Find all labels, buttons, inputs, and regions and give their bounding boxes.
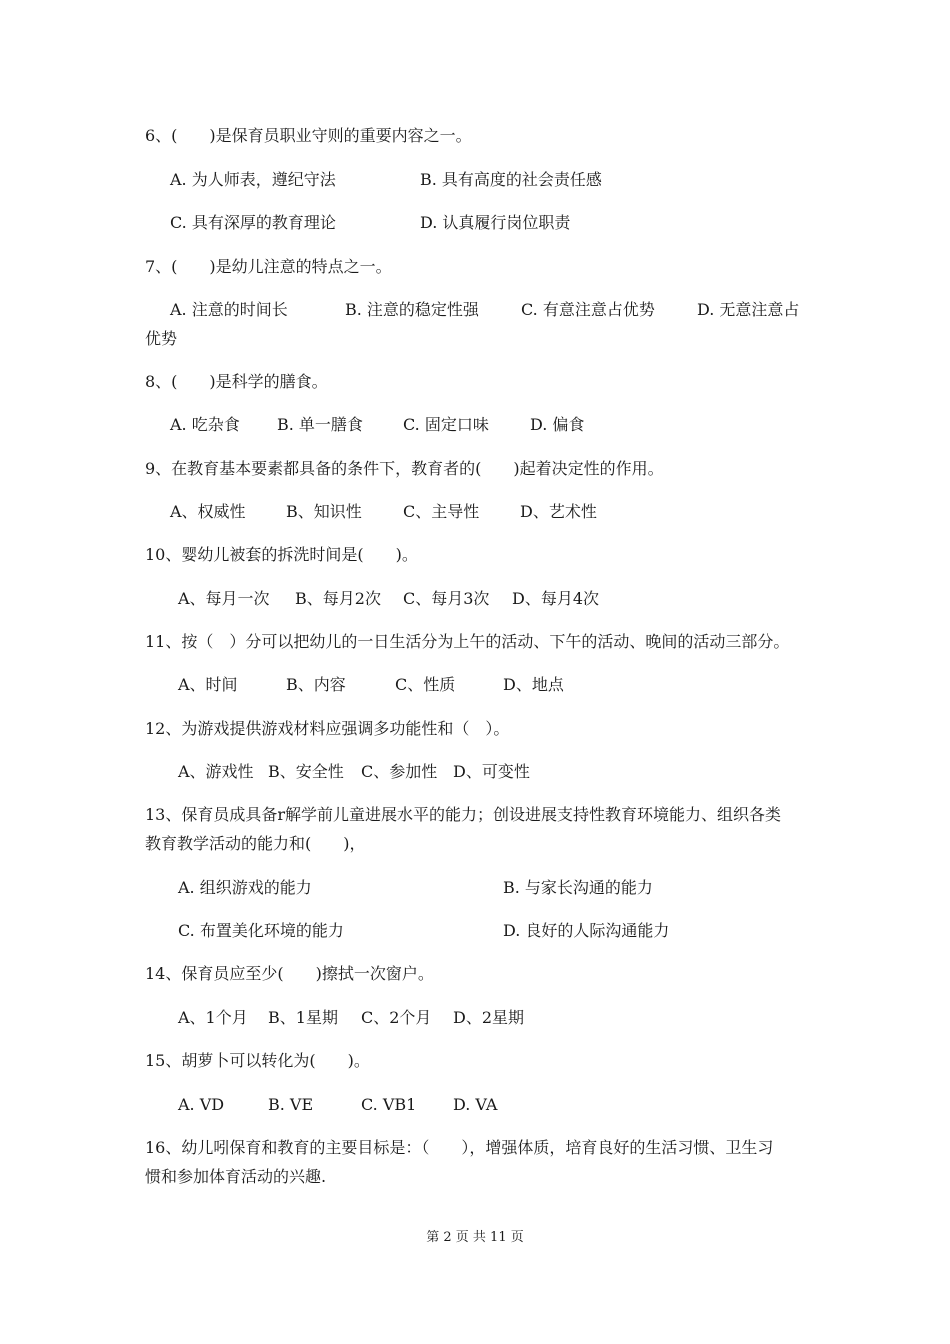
question-15-option-c: C. VB1: [361, 1095, 417, 1114]
question-10-option-a: A、每月一次: [178, 589, 270, 608]
question-11-option-c: C、性质: [395, 675, 456, 694]
question-8-option-d: D. 偏食: [530, 415, 585, 434]
question-6-option-c: C. 具有深厚的教育理论: [170, 213, 336, 232]
question-6-option-b: B. 具有高度的社会责任感: [420, 170, 602, 189]
question-12-option-a: A、游戏性: [178, 762, 254, 781]
question-7-stem: 7、( )是幼儿注意的特点之一。: [145, 257, 392, 276]
question-16-stem: 16、幼儿吲保育和教育的主要目标是：（ ），增强体质，培育良好的生活习惯、卫生习: [145, 1138, 774, 1157]
question-13-option-a: A. 组织游戏的能力: [178, 878, 312, 897]
question-14-option-a: A、1个月: [178, 1008, 248, 1027]
question-12-option-d: D、可变性: [453, 762, 530, 781]
question-7-option-a: A. 注意的时间长: [170, 300, 288, 319]
question-12-option-c: C、参加性: [361, 762, 438, 781]
question-8-stem: 8、( )是科学的膳食。: [145, 372, 328, 391]
question-14-option-b: B、1星期: [268, 1008, 338, 1027]
question-15-option-d: D. VA: [453, 1095, 498, 1114]
question-13-option-b: B. 与家长沟通的能力: [503, 878, 653, 897]
question-10-option-d: D、每月4次: [512, 589, 600, 608]
question-14-stem: 14、保育员应至少( )擦拭一次窗户。: [145, 964, 434, 983]
question-6-option-d: D. 认真履行岗位职责: [420, 213, 571, 232]
question-6-stem: 6、( )是保育员职业守则的重要内容之一。: [145, 126, 472, 145]
question-8-option-b: B. 单一膳食: [277, 415, 363, 434]
question-15-stem: 15、胡萝卜可以转化为( )。: [145, 1051, 370, 1070]
question-11-option-a: A、时间: [178, 675, 238, 694]
question-11-option-b: B、内容: [286, 675, 346, 694]
question-16-stem-line-2: 惯和参加体育活动的兴趣.: [145, 1167, 327, 1186]
question-13-option-d: D. 良好的人际沟通能力: [503, 921, 670, 940]
question-11-option-d: D、地点: [503, 675, 564, 694]
question-7-option-b: B. 注意的稳定性强: [345, 300, 479, 319]
question-9-option-b: B、知识性: [286, 502, 362, 521]
question-13-stem-line-2: 教育教学活动的能力和( )，: [145, 834, 366, 853]
question-9-option-c: C、主导性: [403, 502, 480, 521]
question-9-option-d: D、艺术性: [520, 502, 597, 521]
question-9-stem: 9、在教育基本要素都具备的条件下，教育者的( )起着决定性的作用。: [145, 459, 664, 478]
question-15-option-b: B. VE: [268, 1095, 314, 1114]
question-13-stem: 13、保育员成具备r解学前儿童进展水平的能力；创设进展支持性教育环境能力、组织各类: [145, 805, 782, 824]
question-12-option-b: B、安全性: [268, 762, 344, 781]
question-13-option-c: C. 布置美化环境的能力: [178, 921, 344, 940]
question-7-option-d: D. 无意注意占: [697, 300, 800, 319]
question-10-option-c: C、每月3次: [403, 589, 490, 608]
question-6-option-a: A. 为人师表，遵纪守法: [170, 170, 336, 189]
question-10-option-b: B、每月2次: [295, 589, 381, 608]
question-11-stem: 11、按（ ）分可以把幼儿的一日生活分为上午的活动、下午的活动、晚间的活动三部分。: [145, 632, 790, 651]
question-15-option-a: A. VD: [178, 1095, 225, 1114]
page-number-footer: 第 2 页 共 11 页: [426, 1230, 524, 1245]
question-14-option-d: D、2星期: [453, 1008, 525, 1027]
question-14-option-c: C、2个月: [361, 1008, 432, 1027]
question-8-option-c: C. 固定口味: [403, 415, 489, 434]
question-9-option-a: A、权威性: [170, 502, 246, 521]
question-7-option-c: C. 有意注意占优势: [521, 300, 655, 319]
question-10-stem: 10、婴幼儿被套的拆洗时间是( )。: [145, 545, 418, 564]
question-12-stem: 12、为游戏提供游戏材料应强调多功能性和（ ）。: [145, 719, 510, 738]
question-8-option-a: A. 吃杂食: [170, 415, 240, 434]
question-7-option-d-continuation: 优势: [145, 329, 178, 348]
